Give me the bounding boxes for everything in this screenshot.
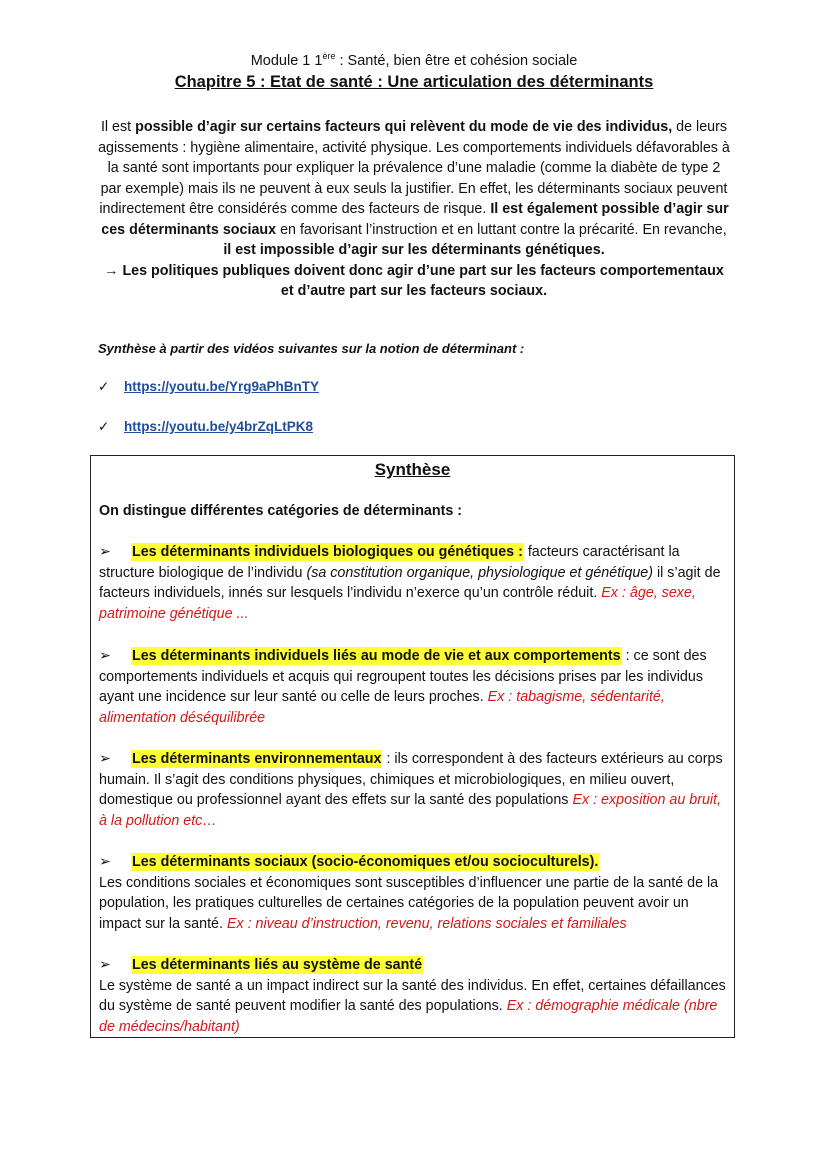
determinant-text: : ce sont des comportements individuels et acquis qui regroupent toutes les décisions prises par les individus ayant une incidence sur leur santé ou celle de leurs proches.: [99, 648, 707, 705]
check-icon: ✓: [98, 379, 110, 394]
chapter-title: Chapitre 5 : Etat de santé : Une articulation des déterminants: [174, 73, 654, 91]
determinant-heading: Les déterminants individuels liés au mode de vie et aux comportements: [132, 648, 621, 664]
intro-bold-span: possible d’agir sur certains facteurs qui relèvent du mode de vie des individus,: [135, 119, 673, 135]
determinant-text: il s’agit de facteurs individuels, innés sur lesquels l’individu n’exerce qu’un contrôle réduit.: [99, 564, 721, 601]
intro-bold-span: il est impossible d’agir sur les déterminants génétiques.: [223, 242, 605, 258]
synthese-intro: On distingue différentes catégories de déterminants :: [99, 503, 463, 519]
module-prefix: Module 1 1: [250, 52, 323, 69]
determinant-heading: Les déterminants environnementaux: [132, 751, 382, 767]
video-link[interactable]: https://youtu.be/y4brZqLtPK8: [124, 419, 313, 434]
determinant-text: Le système de santé a un impact indirect sur la santé des individus. En effet, certaines défaillances du système de santé peuvent modifier la santé des populations.: [99, 977, 726, 1014]
determinant-item: [99, 955, 729, 1037]
intro-paragraph: [96, 117, 732, 261]
intro-bold-span: → Les politiques publiques doivent donc agir d’une part sur les facteurs comportementaux et d’autre part sur les facteurs sociaux.: [104, 262, 724, 299]
determinant-example: Ex : tabagisme, sédentarité, alimentation déséquilibrée: [99, 689, 665, 726]
intro-text-span: en favorisant l’instruction et en luttant contre la précarité. En revanche,: [276, 221, 727, 238]
determinant-text: facteurs caractérisant la structure biologique de l’individu: [99, 544, 680, 581]
determinant-example: Ex : âge, sexe, patrimoine génétique ...: [99, 585, 696, 622]
determinant-heading: Les déterminants sociaux (socio-économiques et/ou socioculturels).: [132, 854, 599, 870]
intro-bold-span: Il est également possible d’agir sur ces déterminants sociaux: [101, 201, 729, 238]
synthese-box: [90, 455, 735, 1038]
determinant-example: Ex : exposition au bruit, à la pollution etc…: [99, 792, 722, 829]
determinant-italic: (sa constitution organique, physiologique et génétique): [306, 564, 653, 581]
intro-conclusion: [96, 261, 732, 302]
arrow-bullet-icon: ➢: [99, 648, 111, 664]
video-link-row: [98, 379, 319, 395]
determinant-text: : ils correspondent à des facteurs extérieurs au corps humain. Il s’agit des conditions physiques, chimiques et microbiologiques, en milieu ouvert, domestique ou professionnel ayant des effets sur la santé des populations: [99, 751, 723, 808]
module-header: [0, 51, 828, 69]
module-suffix: : Santé, bien être et cohésion sociale: [335, 52, 578, 69]
intro-text: [96, 117, 732, 302]
determinant-item: [99, 852, 729, 934]
determinant-example: Ex : niveau d’instruction, revenu, relations sociales et familiales: [226, 915, 627, 932]
arrow-bullet-icon: ➢: [99, 957, 111, 973]
determinant-item: [99, 646, 729, 728]
arrow-bullet-icon: ➢: [99, 751, 111, 767]
video-link-row: [98, 419, 313, 435]
intro-text-span: de leurs agissements : hygiène alimentaire, activité physique. Les comportements individuels défavorables à la santé sont importants pour expliquer la prévalence d’une maladie (comme la diabète de type 2 par exemple) mais ils ne peuvent à eux seuls la justifier. En effet, les déterminants sociaux peuvent indirectement être considérés comme des facteurs de risque.: [98, 119, 730, 217]
determinant-item: [99, 749, 729, 831]
intro-text-span: Il est: [100, 119, 136, 135]
synthese-title: Synthèse: [374, 460, 451, 479]
video-link[interactable]: https://youtu.be/Yrg9aPhBnTY: [124, 379, 320, 394]
determinant-heading: Les déterminants liés au système de santé: [132, 957, 423, 973]
arrow-bullet-icon: ➢: [99, 854, 111, 870]
module-superscript: ère: [322, 51, 336, 61]
determinant-text: Les conditions sociales et économiques sont susceptibles d’influencer une partie de la santé de la population, les pratiques culturelles de certaines catégories de la population peuvent avoir un impact sur la santé.: [99, 874, 719, 932]
determinant-item: [99, 542, 729, 624]
arrow-bullet-icon: ➢: [99, 544, 111, 560]
determinant-heading: Les déterminants individuels biologiques ou génétiques :: [132, 544, 523, 560]
determinant-example: Ex : démographie médicale (nbre de médecins/habitant): [99, 998, 718, 1035]
video-note: Synthèse à partir des vidéos suivantes sur la notion de déterminant :: [98, 341, 525, 356]
check-icon: ✓: [98, 419, 110, 434]
